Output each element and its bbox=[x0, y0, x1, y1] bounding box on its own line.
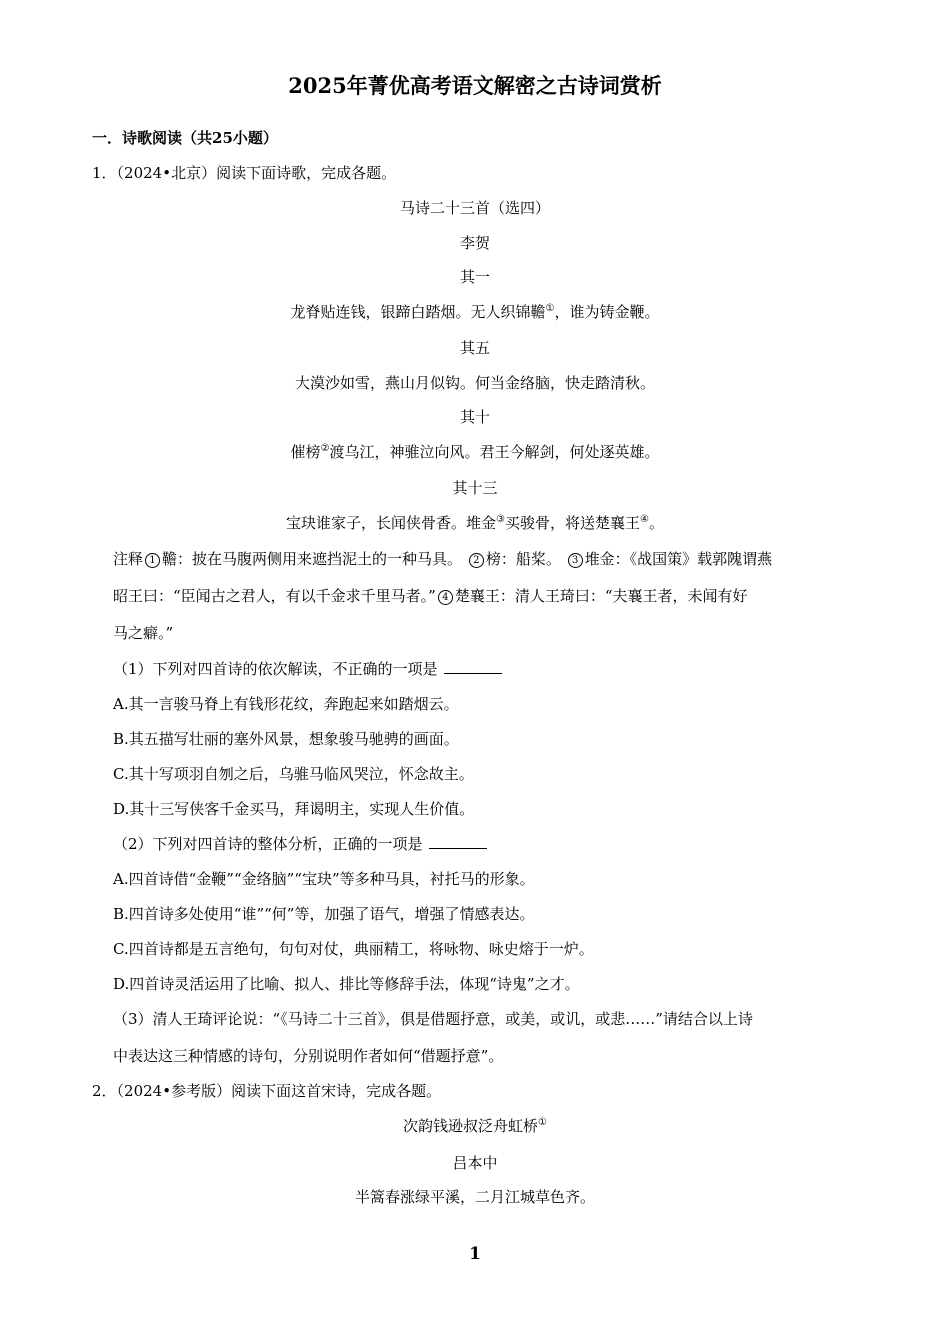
question-intro-text: （2024•北京）阅读下面诗歌，完成各题。 bbox=[116, 164, 397, 182]
sub-question-3-line-1: （3）清人王琦评论说：“《马诗二十三首》，俱是借题抒意，或美，或讥，或悲……”请结合以上诗 bbox=[113, 1010, 753, 1028]
note-text: 昭王曰：“臣闻古之君人，有以千金求千里马者。” bbox=[113, 587, 436, 605]
option-b: B.四首诗多处使用“谁”“何”等，加强了语气，增强了情感表达。 bbox=[113, 905, 535, 923]
footnote-mark: ① bbox=[538, 1117, 547, 1128]
sub-question-2-stem bbox=[113, 834, 487, 854]
option-d: D.其十三写侠客千金买马，拜谒明主，实现人生价值。 bbox=[113, 800, 475, 818]
notes-line-3: 马之癖。” bbox=[113, 624, 174, 642]
note-text: 楚襄王：清人王琦曰：“夫襄王者，未闻有好 bbox=[454, 587, 748, 605]
page-title: 2025年菁优高考语文解密之古诗词赏析 bbox=[288, 73, 662, 98]
poem-part-heading: 其十三 bbox=[452, 479, 498, 497]
note-text: 榜：船桨。 bbox=[485, 550, 561, 568]
page-number: 1 bbox=[469, 1244, 481, 1264]
poem-text: 龙脊贴连钱，银蹄白踏烟。无人织锦韂 bbox=[290, 303, 546, 321]
poem-line: 半篙春涨绿平溪，二月江城草色齐。 bbox=[354, 1188, 595, 1206]
circled-number: 4 bbox=[438, 590, 453, 605]
notes-line-1 bbox=[113, 549, 772, 569]
poem-title: 马诗二十三首（选四） bbox=[399, 199, 550, 217]
stem-text: （1）下列对四首诗的依次解读，不正确的一项是 bbox=[113, 660, 438, 678]
answer-blank[interactable] bbox=[444, 659, 502, 674]
note-text: 堆金：《战国策》载郭隗谓燕 bbox=[584, 550, 773, 568]
poem-text: 宝玦谁家子，长闻侠骨香。堆金 bbox=[286, 514, 497, 532]
question-number: 2． bbox=[92, 1082, 117, 1100]
poem-line: 大漠沙如雪，燕山月似钩。何当金络脑，快走踏清秋。 bbox=[294, 374, 655, 392]
question-number: 1． bbox=[92, 164, 117, 182]
footnote-mark: ① bbox=[545, 303, 555, 314]
circled-number: 2 bbox=[469, 553, 484, 568]
poem-title-text: 次韵钱逊叔泛舟虹桥 bbox=[403, 1117, 539, 1135]
poem-line bbox=[0, 442, 950, 462]
poem-author: 吕本中 bbox=[452, 1154, 498, 1172]
question-intro-text: （2024•参考版）阅读下面这首宋诗，完成各题。 bbox=[116, 1082, 442, 1100]
option-b: B.其五描写壮丽的塞外风景，想象骏马驰骋的画面。 bbox=[113, 730, 459, 748]
section-heading: 一．诗歌阅读（共25小题） bbox=[92, 129, 278, 147]
footnote-mark: ③ bbox=[496, 514, 505, 525]
poem-text: 买骏骨，将送楚襄王 bbox=[504, 514, 640, 532]
poem-title bbox=[0, 1116, 950, 1136]
notes-line-2 bbox=[113, 586, 748, 606]
poem-text: 渡乌江，神骓泣向风。君王今解剑，何处逐英雄。 bbox=[329, 443, 660, 461]
poem-author: 李贺 bbox=[459, 234, 490, 252]
circled-number: 3 bbox=[568, 553, 583, 568]
circled-number: 1 bbox=[145, 553, 160, 568]
sub-question-3-line-2: 中表达这三种情感的诗句，分别说明作者如何“借题抒意”。 bbox=[113, 1047, 504, 1065]
poem-part-heading: 其一 bbox=[459, 268, 490, 286]
notes-label: 注释 bbox=[113, 550, 144, 568]
poem-text: 催榜 bbox=[290, 443, 321, 461]
poem-line bbox=[0, 302, 950, 322]
poem-text: 。 bbox=[648, 514, 664, 532]
poem-part-heading: 其五 bbox=[459, 339, 490, 357]
poem-text: ，谁为铸金鞭。 bbox=[554, 303, 660, 321]
question-2-intro bbox=[92, 1081, 441, 1101]
stem-text: （2）下列对四首诗的整体分析，正确的一项是 bbox=[113, 835, 423, 853]
footnote-mark: ④ bbox=[640, 514, 649, 525]
answer-blank[interactable] bbox=[429, 834, 487, 849]
option-c: C.其十写项羽自刎之后，乌骓马临风哭泣，怀念故主。 bbox=[113, 765, 474, 783]
poem-part-heading: 其十 bbox=[459, 408, 490, 426]
option-c: C.四首诗都是五言绝句，句句对仗，典丽精工，将咏物、咏史熔于一炉。 bbox=[113, 940, 594, 958]
option-a: A.其一言骏马脊上有钱形花纹，奔跑起来如踏烟云。 bbox=[113, 695, 459, 713]
question-1-intro bbox=[92, 163, 396, 183]
footnote-mark: ② bbox=[320, 443, 330, 454]
option-a: A.四首诗借“金鞭”“金络脑”“宝玦”等多种马具，衬托马的形象。 bbox=[113, 870, 535, 888]
poem-line bbox=[0, 513, 950, 533]
note-text: 韂：披在马腹两侧用来遮挡泥土的一种马具。 bbox=[162, 550, 463, 568]
sub-question-1-stem bbox=[113, 659, 502, 679]
option-d: D.四首诗灵活运用了比喻、拟人、排比等修辞手法，体现“诗鬼”之才。 bbox=[113, 975, 580, 993]
